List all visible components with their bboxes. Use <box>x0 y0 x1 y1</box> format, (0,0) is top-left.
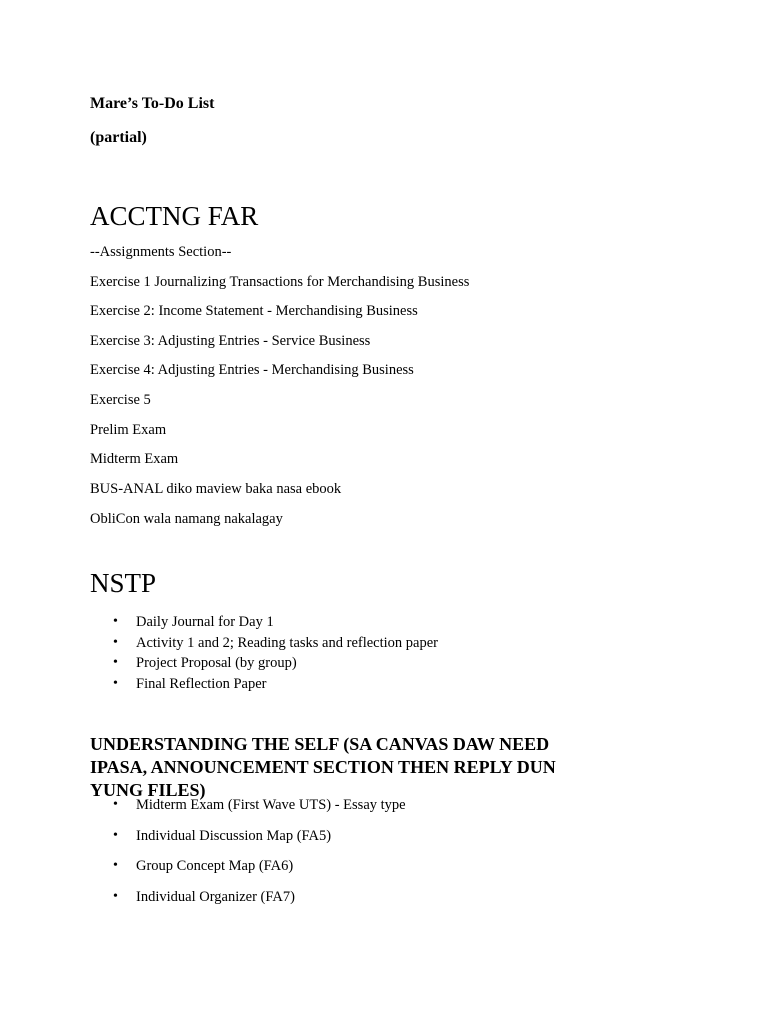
list-item-text: Individual Organizer (FA7) <box>136 888 295 905</box>
list-item-text: Final Reflection Paper <box>136 675 267 692</box>
list-item <box>90 851 406 882</box>
list-item <box>90 821 406 852</box>
acctng-line: Prelim Exam <box>90 422 167 438</box>
list-item <box>90 612 438 633</box>
bullet-icon: • <box>113 634 118 650</box>
list-item-text: Daily Journal for Day 1 <box>136 614 274 630</box>
bullet-icon: • <box>113 614 118 629</box>
bullet-icon: • <box>113 675 118 691</box>
list-item <box>90 653 438 674</box>
bullet-icon: • <box>113 655 118 670</box>
list-item-text: Activity 1 and 2; Reading tasks and reflection paper <box>136 634 438 651</box>
bullet-icon: • <box>113 827 118 843</box>
document-subtitle: (partial) <box>90 129 147 146</box>
acctng-line: BUS-ANAL diko maview baka nasa ebook <box>90 481 342 497</box>
document-title: Mare’s To-Do List <box>90 95 215 112</box>
list-item-text: Individual Discussion Map (FA5) <box>136 827 332 844</box>
list-item-text: Project Proposal (by group) <box>136 655 297 671</box>
acctng-line: ObliCon wala namang nakalagay <box>90 511 283 527</box>
acctng-line: Exercise 1 Journalizing Transactions for Merchandising Business <box>90 274 470 290</box>
uts-list <box>90 790 406 912</box>
section-heading-acctng: ACCTNG FAR <box>90 201 259 231</box>
section-heading-uts: UNDERSTANDING THE SELF (SA CANVAS DAW NEED IPASA, ANNOUNCEMENT SECTION THEN REPLY DUN YUNG FILES) <box>90 734 556 800</box>
list-item <box>90 674 438 695</box>
bullet-icon: • <box>113 797 118 812</box>
acctng-line: Midterm Exam <box>90 451 179 467</box>
acctng-line: Exercise 3: Adjusting Entries - Service Business <box>90 333 371 349</box>
list-item <box>90 882 406 913</box>
bullet-icon: • <box>113 858 118 873</box>
bullet-icon: • <box>113 888 118 904</box>
acctng-line: Exercise 2: Income Statement - Merchandising Business <box>90 303 418 319</box>
acctng-line: Exercise 5 <box>90 392 151 408</box>
list-item-text: Midterm Exam (First Wave UTS) - Essay type <box>136 797 406 813</box>
list-item <box>90 790 406 821</box>
nstp-list <box>90 612 438 694</box>
acctng-line: Exercise 4: Adjusting Entries - Merchandising Business <box>90 362 414 378</box>
list-item <box>90 633 438 654</box>
section-heading-nstp: NSTP <box>90 568 157 598</box>
acctng-line: --Assignments Section-- <box>90 244 232 260</box>
list-item-text: Group Concept Map (FA6) <box>136 858 294 874</box>
